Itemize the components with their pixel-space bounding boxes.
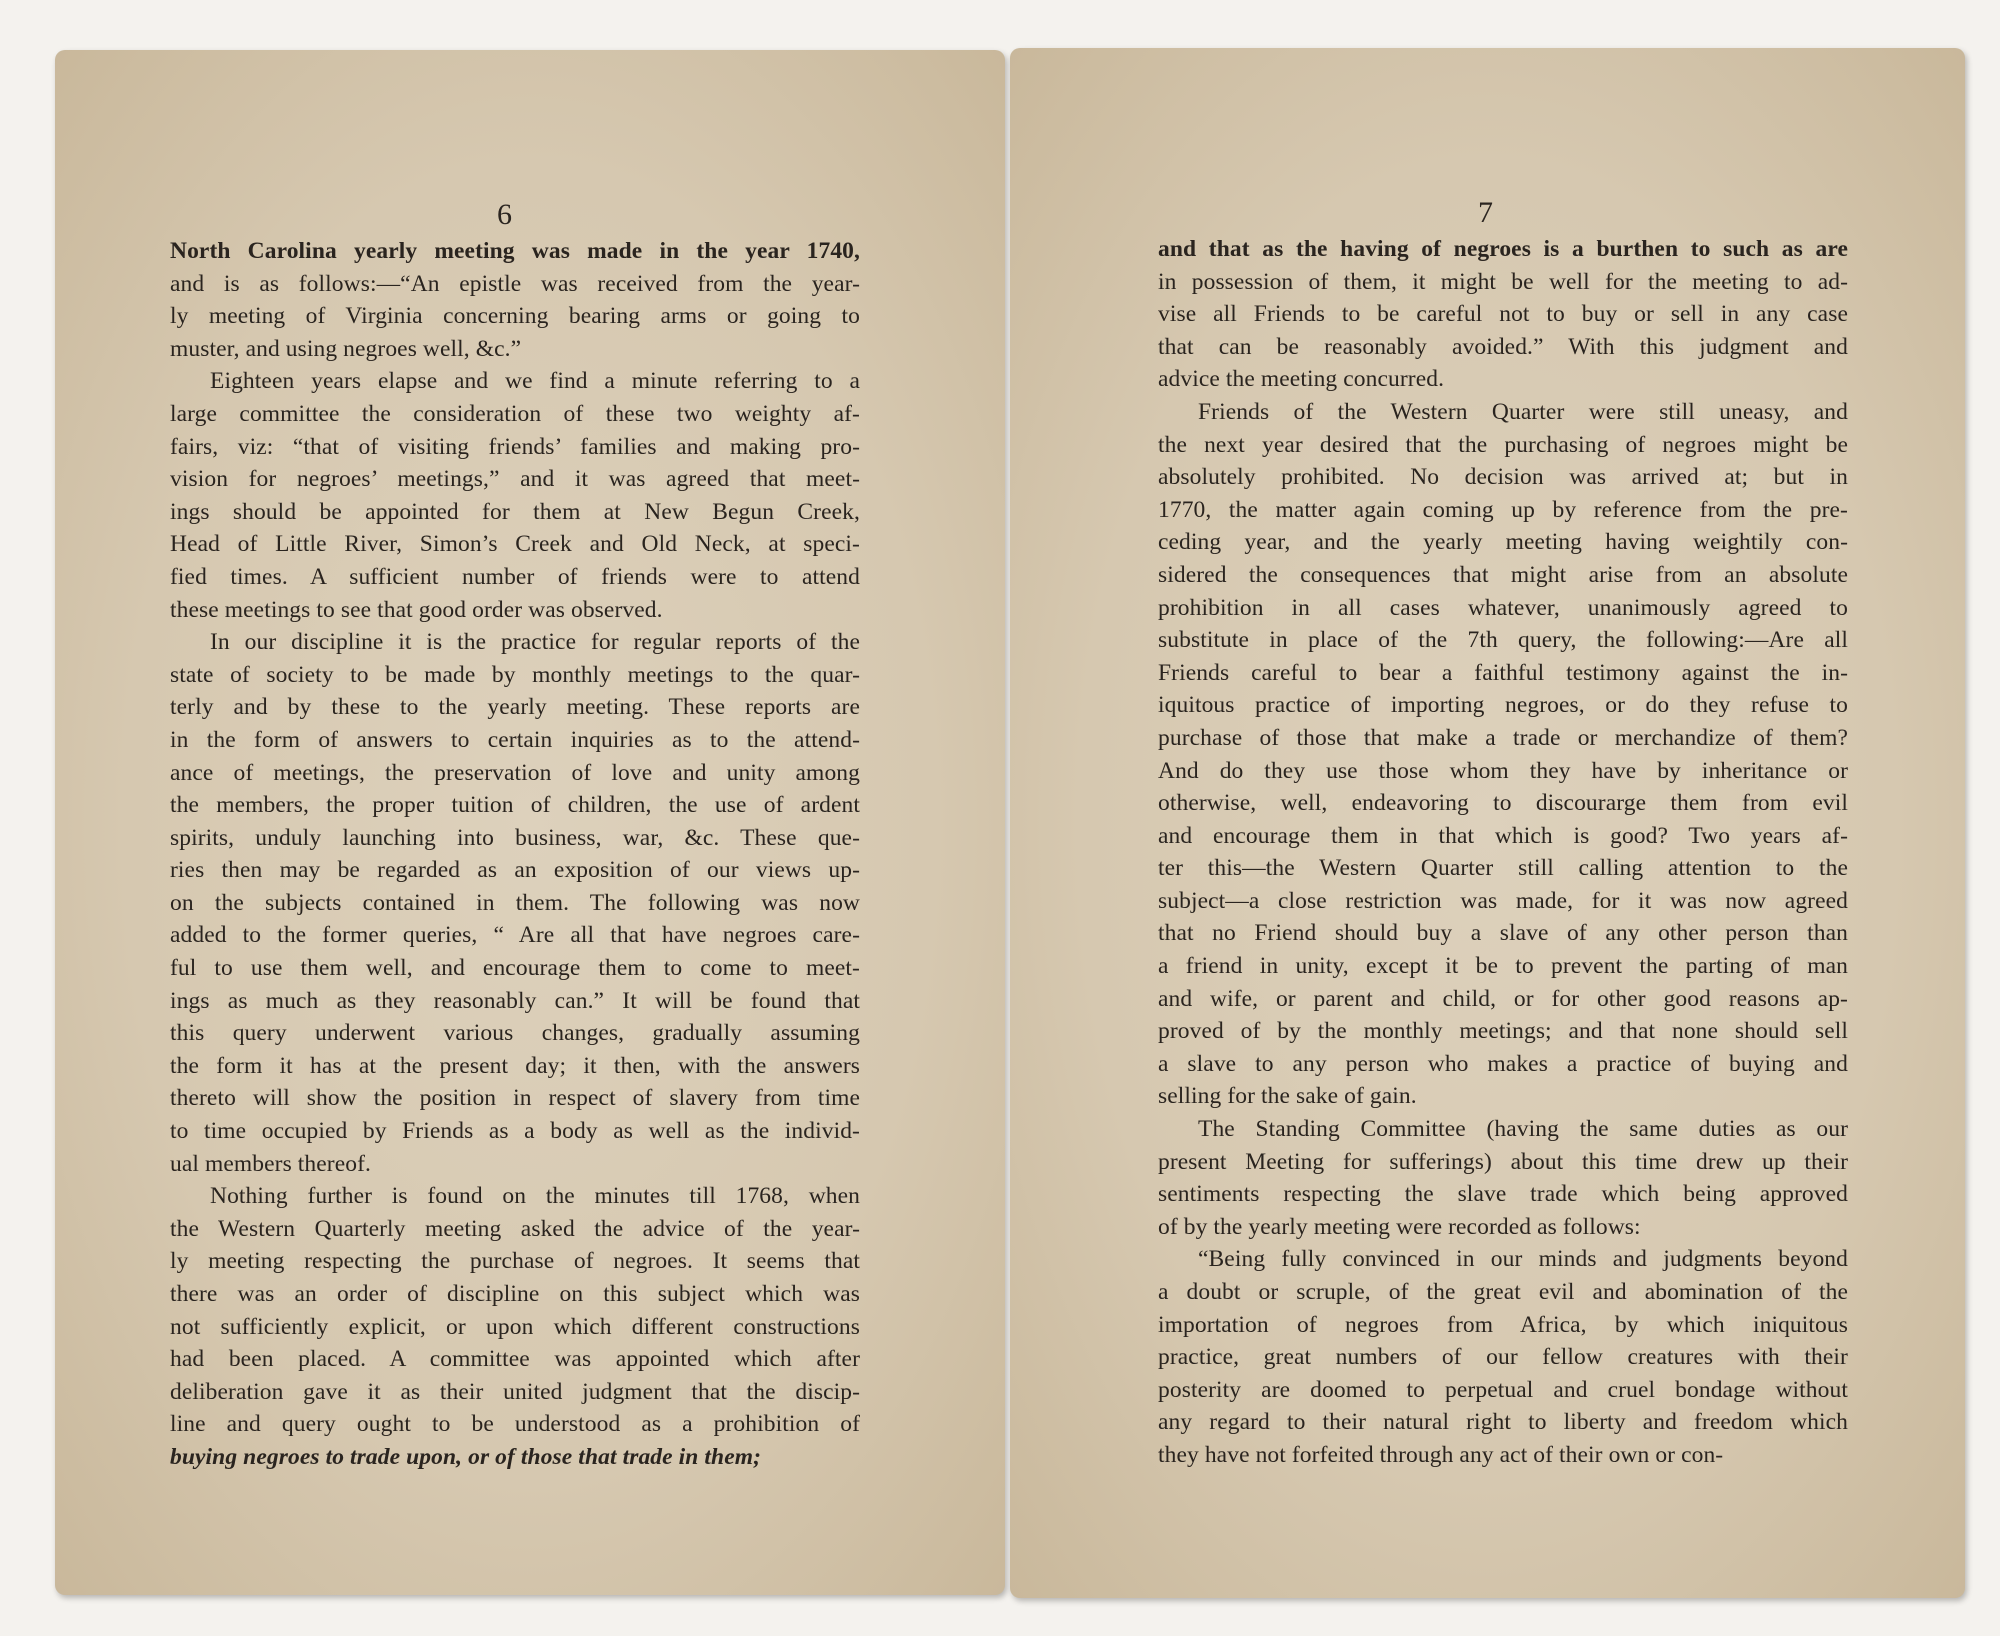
text-line: thereto will show the position in respect of slavery from time bbox=[170, 1085, 860, 1112]
text-line: had been placed. A committee was appointed which after bbox=[170, 1346, 860, 1373]
text-line: selling for the sake of gain. bbox=[1158, 1083, 1417, 1110]
text-line: “Being fully convinced in our minds and judgments beyond bbox=[1198, 1246, 1848, 1273]
text-line: iquitous practice of importing negroes, or do they refuse to bbox=[1158, 692, 1848, 719]
text-line: In our discipline it is the practice for regular reports of the bbox=[210, 629, 860, 656]
text-line: prohibition in all cases whatever, unanimously agreed to bbox=[1158, 594, 1848, 621]
text-line: large committee the consideration of these two weighty af- bbox=[170, 400, 860, 427]
text-line: the members, the proper tuition of children, the use of ardent bbox=[170, 792, 860, 819]
text-line: state of society to be made by monthly meetings to the quar- bbox=[170, 661, 860, 688]
text-line: ful to use them well, and encourage them to come to meet- bbox=[170, 955, 860, 982]
text-line: substitute in place of the 7th query, the following:—Are all bbox=[1158, 627, 1848, 654]
text-line: spirits, unduly launching into business, war, &c. These que- bbox=[170, 824, 860, 851]
text-line: that can be reasonably avoided.” With this judgment and bbox=[1158, 333, 1848, 360]
text-line: advice the meeting concurred. bbox=[1158, 366, 1445, 393]
text-line: vision for negroes’ meetings,” and it was agreed that meet- bbox=[170, 466, 860, 493]
text-line: ceding year, and the yearly meeting having weightily con- bbox=[1158, 529, 1848, 556]
text-line: buying negroes to trade upon, or of those that trade in them; bbox=[170, 1443, 762, 1470]
text-line: The Standing Committee (having the same duties as our bbox=[1198, 1116, 1848, 1143]
text-line: fairs, viz: “that of visiting friends’ families and making pro- bbox=[170, 433, 860, 460]
text-line: otherwise, well, endeavoring to discourarge them from evil bbox=[1158, 790, 1848, 817]
text-line: and encourage them in that which is good? Two years af- bbox=[1158, 822, 1848, 849]
text-line: ries then may be regarded as an exposition of our views up- bbox=[170, 857, 860, 884]
text-line: 1770, the matter again coming up by reference from the pre- bbox=[1158, 496, 1848, 523]
text-line: sidered the consequences that might arise from an absolute bbox=[1158, 561, 1848, 588]
text-line: North Carolina yearly meeting was made in the year 1740, bbox=[170, 238, 860, 264]
text-line: this query underwent various changes, gradually assuming bbox=[170, 1020, 860, 1047]
text-line: practice, great numbers of our fellow creatures with their bbox=[1158, 1344, 1848, 1371]
left-page bbox=[55, 50, 1005, 1595]
text-line: ly meeting respecting the purchase of negroes. It seems that bbox=[170, 1248, 860, 1275]
text-line: and is as follows:—“An epistle was received from the year- bbox=[170, 270, 860, 297]
text-line: ter this—the Western Quarter still calling attention to the bbox=[1158, 855, 1848, 882]
text-line: not sufficiently explicit, or upon which different constructions bbox=[170, 1313, 860, 1340]
text-line: ings as much as they reasonably can.” It will be found that bbox=[170, 987, 860, 1014]
text-line: subject—a close restriction was made, for it was now agreed bbox=[1158, 887, 1848, 914]
page-number: 6 bbox=[497, 198, 512, 231]
text-line: posterity are doomed to perpetual and cruel bondage without bbox=[1158, 1376, 1848, 1403]
text-line: they have not forfeited through any act of their own or con- bbox=[1158, 1441, 1724, 1468]
text-column bbox=[1158, 233, 1848, 1472]
text-line: Head of Little River, Simon’s Creek and Old Neck, at speci- bbox=[170, 531, 860, 558]
text-line: on the subjects contained in them. The following was now bbox=[170, 889, 860, 916]
text-line: muster, and using negroes well, &c.” bbox=[170, 335, 522, 362]
text-line: ual members thereof. bbox=[170, 1150, 372, 1177]
text-line: to time occupied by Friends as a body as well as the individ- bbox=[170, 1118, 860, 1145]
text-line: ings should be appointed for them at New Begun Creek, bbox=[170, 498, 860, 525]
text-line: Friends of the Western Quarter were still uneasy, and bbox=[1198, 398, 1848, 425]
text-line: in the form of answers to certain inquiries as to the attend- bbox=[170, 726, 860, 753]
text-line: in possession of them, it might be well for the meeting to ad- bbox=[1158, 268, 1848, 295]
text-line: vise all Friends to be careful not to buy or sell in any case bbox=[1158, 301, 1848, 328]
text-line: a doubt or scruple, of the great evil and abomination of the bbox=[1158, 1279, 1848, 1305]
page-number: 7 bbox=[1478, 196, 1493, 229]
text-line: deliberation gave it as their united judgment that the discip- bbox=[170, 1378, 860, 1405]
text-line: purchase of those that make a trade or merchandize of them? bbox=[1158, 724, 1848, 751]
text-line: added to the former queries, “ Are all that have negroes care- bbox=[170, 922, 860, 949]
text-line: importation of negroes from Africa, by which iniquitous bbox=[1158, 1311, 1848, 1338]
text-line: ly meeting of Virginia concerning bearing arms or going to bbox=[170, 303, 860, 330]
text-line: a slave to any person who makes a practice of buying and bbox=[1158, 1050, 1848, 1077]
text-line: terly and by these to the yearly meeting. These reports are bbox=[170, 694, 860, 721]
text-line: proved of by the monthly meetings; and that none should sell bbox=[1158, 1018, 1848, 1045]
text-line: sentiments respecting the slave trade which being approved bbox=[1158, 1181, 1848, 1208]
text-line: the next year desired that the purchasing of negroes might be bbox=[1158, 431, 1848, 458]
text-column bbox=[170, 235, 860, 1474]
text-line: absolutely prohibited. No decision was arrived at; but in bbox=[1158, 464, 1848, 491]
text-line: the form it has at the present day; it then, with the answers bbox=[170, 1052, 860, 1079]
text-line: Eighteen years elapse and we find a minute referring to a bbox=[210, 368, 860, 395]
text-line: fied times. A sufficient number of friends were to attend bbox=[170, 563, 860, 590]
text-line: And do they use those whom they have by inheritance or bbox=[1158, 757, 1848, 784]
text-line: a friend in unity, except it be to prevent the parting of man bbox=[1158, 953, 1848, 980]
text-line: and wife, or parent and child, or for other good reasons ap- bbox=[1158, 985, 1848, 1012]
text-line: Friends careful to bear a faithful testimony against the in- bbox=[1158, 659, 1848, 686]
text-line: any regard to their natural right to liberty and freedom which bbox=[1158, 1409, 1848, 1436]
text-line: Nothing further is found on the minutes till 1768, when bbox=[210, 1183, 860, 1210]
text-line: and that as the having of negroes is a burthen to such as are bbox=[1158, 236, 1848, 262]
text-line: present Meeting for sufferings) about this time drew up their bbox=[1158, 1148, 1848, 1175]
text-line: that no Friend should buy a slave of any other person than bbox=[1158, 920, 1848, 947]
right-page bbox=[1010, 48, 1965, 1598]
text-line: of by the yearly meeting were recorded as follows: bbox=[1158, 1213, 1641, 1240]
text-line: ance of meetings, the preservation of love and unity among bbox=[170, 759, 860, 786]
text-line: there was an order of discipline on this subject which was bbox=[170, 1281, 860, 1307]
text-line: these meetings to see that good order was observed. bbox=[170, 596, 663, 623]
text-line: line and query ought to be understood as a prohibition of bbox=[170, 1411, 860, 1438]
text-line: the Western Quarterly meeting asked the advice of the year- bbox=[170, 1215, 860, 1242]
